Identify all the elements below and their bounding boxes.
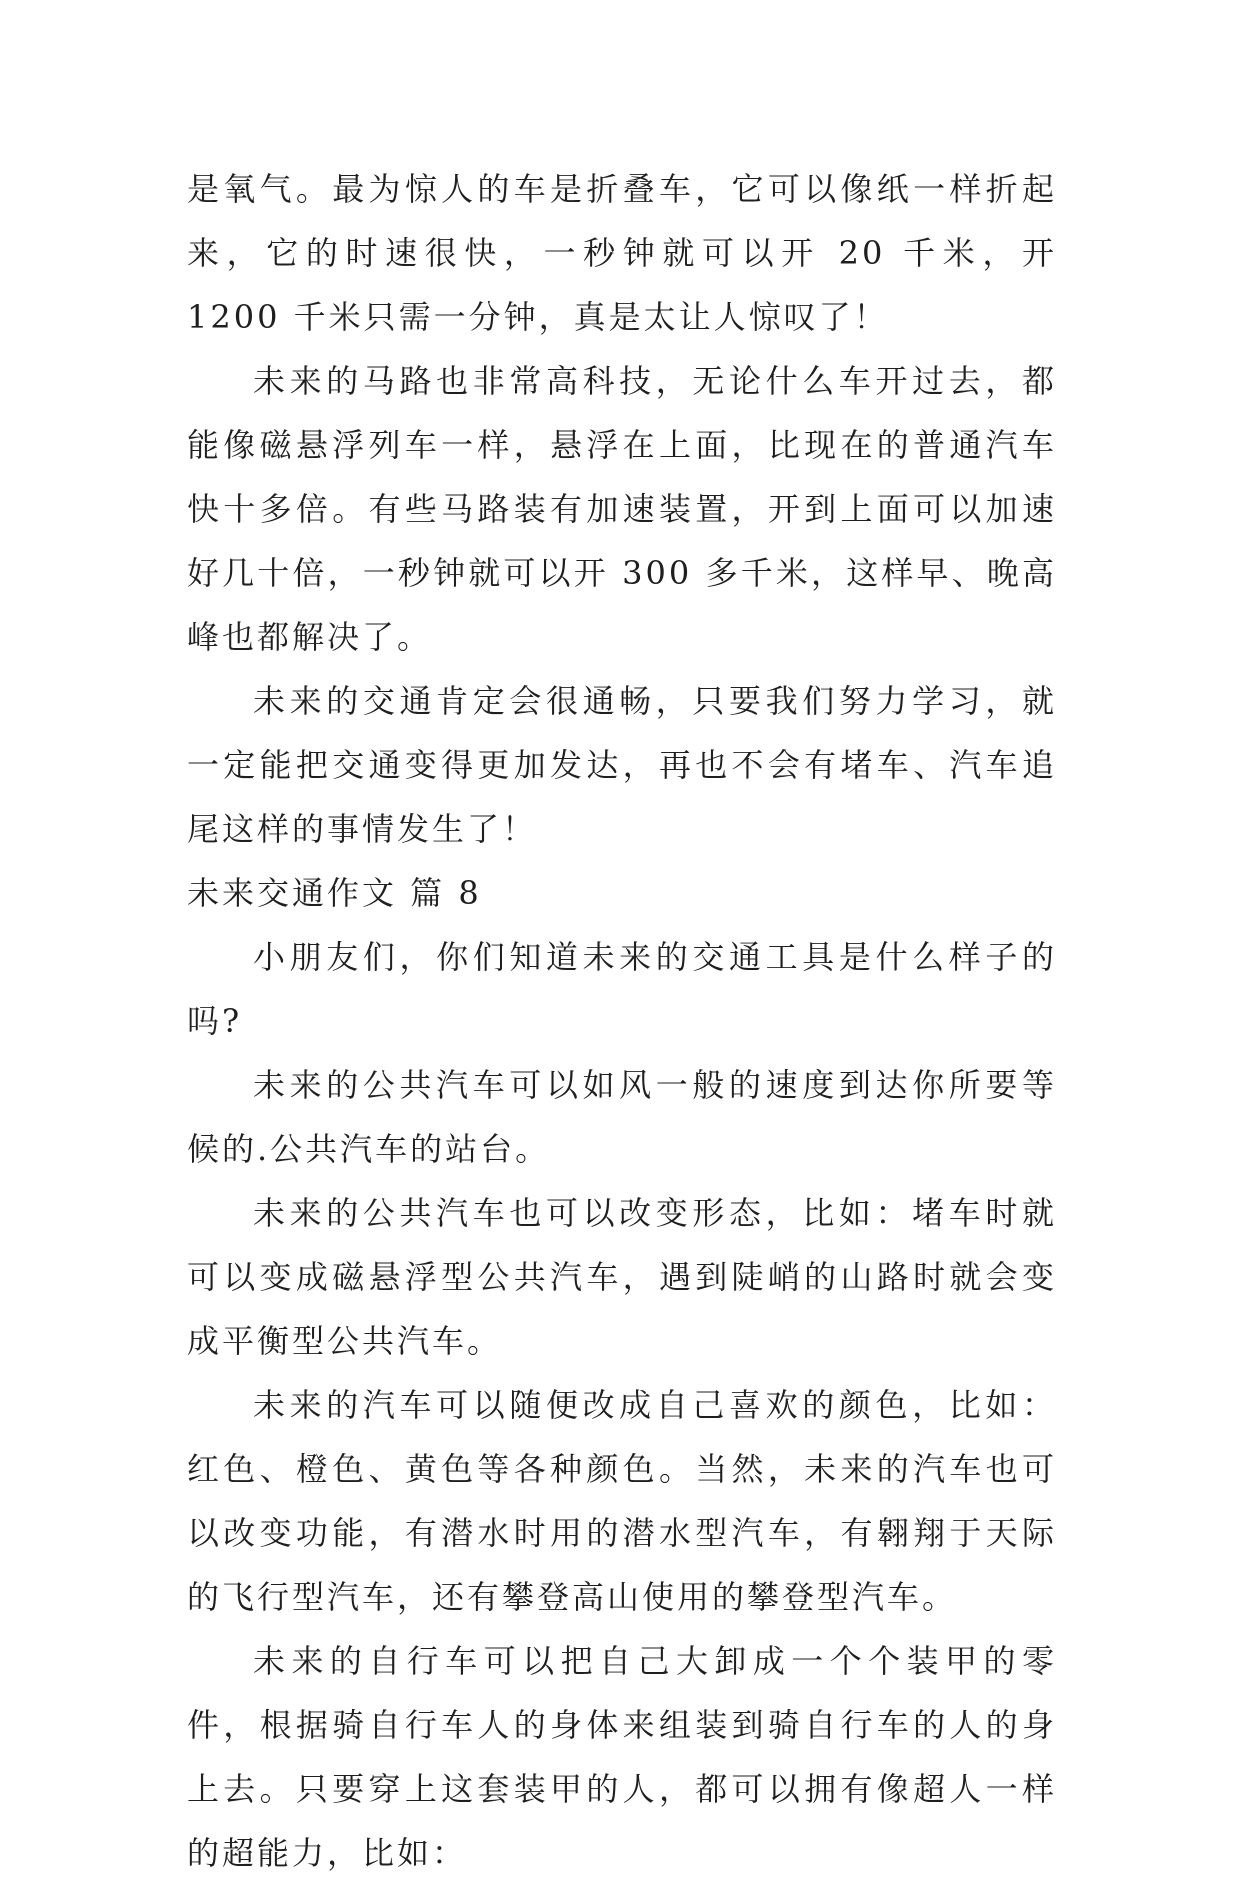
paragraph-1: 是氧气。最为惊人的车是折叠车，它可以像纸一样折起来，它的时速很快，一秒钟就可以开 20 千米，开 1200 千米只需一分钟，真是太让人惊叹了！ xyxy=(187,170,1057,336)
paragraph-3: 未来的交通肯定会很通畅，只要我们努力学习，就一定能把交通变得更加发达，再也不会有堵车、汽车追尾这样的事情发生了！ xyxy=(187,682,1057,848)
paragraph-6: 未来的公共汽车也可以改变形态，比如：堵车时就可以变成磁悬浮型公共汽车，遇到陡峭的山路时就会变成平衡型公共汽车。 xyxy=(187,1194,1057,1360)
paragraph-2: 未来的马路也非常高科技，无论什么车开过去，都能像磁悬浮列车一样，悬浮在上面，比现在的普通汽车快十多倍。有些马路装有加速装置，开到上面可以加速好几十倍，一秒钟就可以开 300 多千米，这样早、晚高峰也都解决了。 xyxy=(187,362,1057,656)
paragraph-7: 未来的汽车可以随便改成自己喜欢的颜色，比如：红色、橙色、黄色等各种颜色。当然，未来的汽车也可以改变功能，有潜水时用的潜水型汽车，有翱翔于天际的飞行型汽车，还有攀登高山使用的攀登型汽车。 xyxy=(187,1386,1057,1616)
paragraph-5: 未来的公共汽车可以如风一般的速度到达你所要等候的.公共汽车的站台。 xyxy=(187,1066,1057,1168)
section-heading: 未来交通作文 篇 8 xyxy=(187,874,482,912)
paragraph-4: 小朋友们，你们知道未来的交通工具是什么样子的吗? xyxy=(187,938,1057,1040)
paragraph-8: 未来的自行车可以把自己大卸成一个个装甲的零件，根据骑自行车人的身体来组装到骑自行车的人的身上去。只要穿上这套装甲的人，都可以拥有像超人一样的超能力，比如： xyxy=(187,1642,1057,1872)
document-body xyxy=(187,157,1057,1885)
